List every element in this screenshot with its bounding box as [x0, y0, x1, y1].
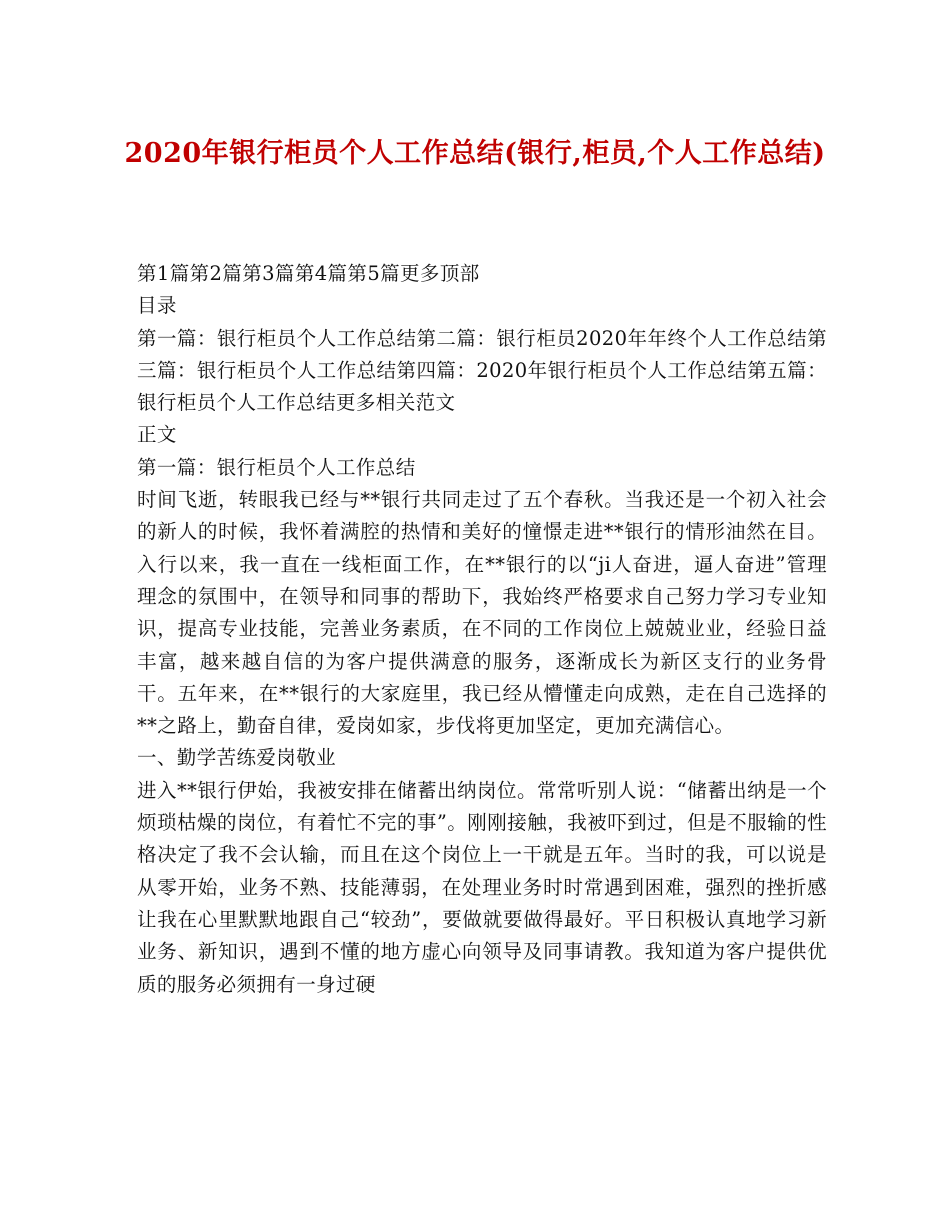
paragraph: 进入**银行伊始，我被安排在储蓄出纳岗位。常常听别人说：“储蓄出纳是一个烦琐枯燥的岗位，有着忙不完的事”。刚刚接触，我被吓到过，但是不服输的性格决定了我不会认输，而且在这个岗位上一干就是五年。当时的我，可以说是从零开始，业务不熟、技能薄弱，在处理业务时时常遇到困难，强烈的挫折感让我在心里默默地跟自己“较劲”，要做就要做得最好。平日积极认真地学习新业务、新知识，遇到不懂的地方虚心向领导及同事请教。我知道为客户提供优质的服务必须拥有一身过硬: [137, 778, 827, 996]
subheading: 一、勤学苦练爱岗敬业: [137, 746, 337, 770]
document-body: [137, 258, 827, 1001]
toc-text: 第一篇：银行柜员个人工作总结第二篇：银行柜员2020年年终个人工作总结第三篇：银行柜员个人工作总结第四篇：2020年银行柜员个人工作总结第五篇：银行柜员个人工作总结更多相关范文: [137, 326, 827, 415]
nav-line: 第1篇第2篇第3篇第4篇第5篇更多顶部: [137, 262, 480, 285]
toc-heading: 目录: [137, 294, 177, 318]
section-heading: 第一篇：银行柜员个人工作总结: [137, 455, 416, 479]
document-title: 2020年银行柜员个人工作总结(银行,柜员,个人工作总结): [124, 138, 826, 169]
body-heading: 正文: [137, 423, 177, 447]
paragraph: 时间飞逝，转眼我已经与**银行共同走过了五个春秋。当我还是一个初入社会的新人的时候，我怀着满腔的热情和美好的憧憬走进**银行的情形油然在目。入行以来，我一直在一线柜面工作，在**银行的以“ji人奋进，逼人奋进”管理理念的氛围中，在领导和同事的帮助下，我始终严格要求自己努力学习专业知识，提高专业技能，完善业务素质，在不同的工作岗位上兢兢业业，经验日益丰富，越来越自信的为客户提供满意的服务，逐渐成长为新区支行的业务骨干。五年来，在**银行的大家庭里，我已经从懵懂走向成熟，走在自己选择的**之路上，勤奋自律，爱岗如家，步伐将更加坚定，更加充满信心。: [137, 488, 827, 738]
